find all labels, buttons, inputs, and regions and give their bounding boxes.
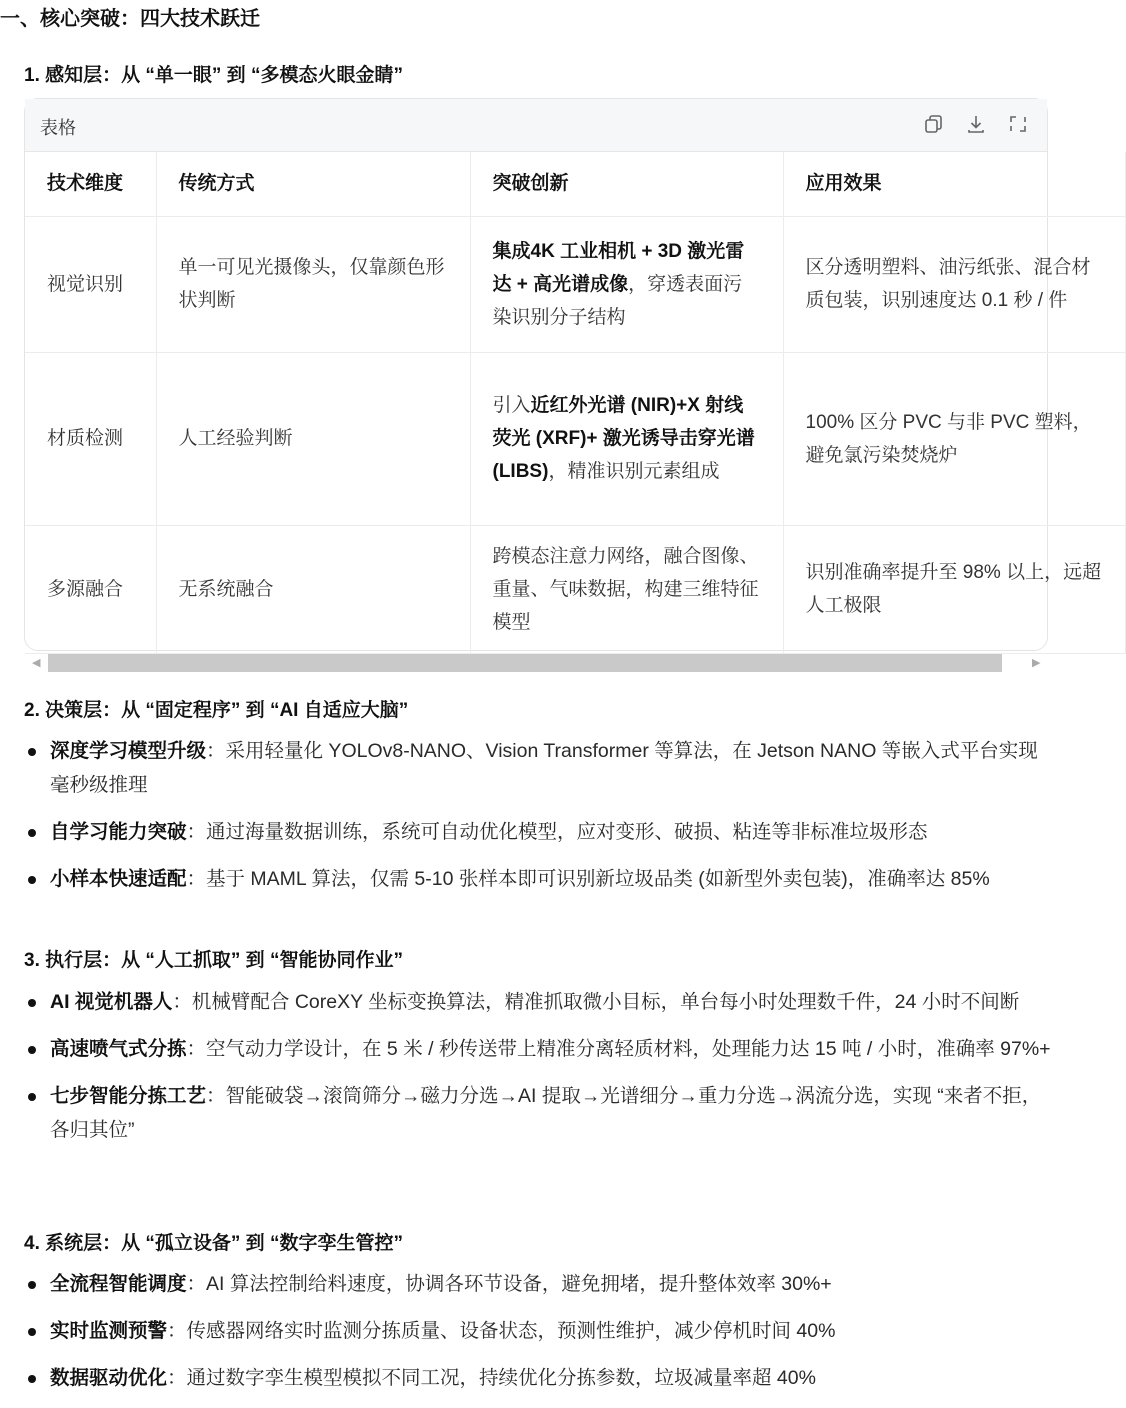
list-item-text: ：基于 MAML 算法，仅需 5-10 张样本即可识别新垃圾品类 (如新型外卖包装)，准确率达 85% [186,868,990,890]
table-row [25,352,1125,525]
cell-dimension: 视觉识别 [25,216,156,352]
table-horizontal-scrollbar[interactable] [24,652,1048,674]
table-header-row [25,152,1125,216]
list-item-text: ：AI 算法控制给料速度，协调各环节设备，避免拥堵，提升整体效率 30%+ [186,1273,832,1295]
list-item-title: AI 视觉机器人 [50,991,173,1013]
list-item [24,862,1054,896]
list-item [24,1361,1054,1395]
column-header: 传统方式 [156,152,470,216]
list-item-text: ：通过数字孪生模型模拟不同工况，持续优化分拣参数，垃圾减量率超 40% [167,1367,816,1389]
list-item-title: 小样本快速适配 [50,868,187,890]
perception-table-card [24,98,1102,651]
list-item [24,1079,1054,1147]
cell-innovation-text: ，精准识别元素组成 [548,461,720,482]
cell-innovation-text: ，穿透表面污染识别分子结构 [492,273,743,328]
table-label: 表格 [40,118,76,138]
cell-innovation [470,216,783,352]
system-list [24,1267,1054,1408]
cell-dimension: 多源融合 [25,525,156,653]
table-row [25,216,1125,352]
column-header: 应用效果 [783,152,1125,216]
list-item-title: 高速喷气式分拣 [50,1038,187,1060]
perception-table [25,152,1126,654]
cell-innovation: 跨模态注意力网络，融合图像、重量、气味数据，构建三维特征模型 [470,525,783,653]
list-item [24,1314,1054,1348]
execution-list [24,985,1054,1160]
cell-innovation-strong: 集成4K 工业相机 + 3D 激光雷达 + 高光谱成像 [492,240,745,295]
list-item-title: 七步智能分拣工艺 [50,1085,207,1107]
list-item [24,1267,1054,1301]
scroll-thumb[interactable] [48,654,1002,672]
list-item [24,815,1054,849]
list-item-title: 自学习能力突破 [50,821,187,843]
system-heading: 4. 系统层：从 “孤立设备” 到 “数字孪生管控” [24,1233,403,1254]
list-item-text: ：空气动力学设计，在 5 米 / 秒传送带上精准分离轻质材料，处理能力达 15 吨 / 小时，准确率 97%+ [186,1038,1051,1060]
cell-dimension: 材质检测 [25,352,156,525]
list-item-text: ：采用轻量化 YOLOv8-NANO、Vision Transformer 等算法，在 Jetson NANO 等嵌入式平台实现毫秒级推理 [50,740,1038,796]
perception-heading: 1. 感知层：从 “单一眼” 到 “多模态火眼金睛” [24,65,403,86]
list-item [24,734,1054,802]
list-item-title: 全流程智能调度 [50,1273,187,1295]
cell-innovation-strong: 近红外光谱 (NIR)+X 射线荧光 (XRF)+ 激光诱导击穿光谱 (LIBS) [492,395,755,482]
list-item [24,1032,1054,1066]
section-title: 一、核心突破：四大技术跃迁 [0,8,260,30]
download-icon[interactable] [965,113,987,135]
cell-traditional: 单一可见光摄像头，仅靠颜色形状判断 [156,216,470,352]
expand-icon[interactable] [1007,113,1029,135]
list-item-text: ：智能破袋→滚筒筛分→磁力分选→AI 提取→光谱细分→重力分选→涡流分选，实现 “来者不拒，各归其位” [50,1085,1042,1141]
cell-innovation [470,352,783,525]
list-item-text: ：通过海量数据训练，系统可自动优化模型，应对变形、破损、粘连等非标准垃圾形态 [186,821,928,843]
list-item [24,985,1054,1019]
table-row [25,525,1125,653]
list-item-title: 数据驱动优化 [50,1367,168,1389]
cell-effect: 区分透明塑料、油污纸张、混合材质包装，识别速度达 0.1 秒 / 件 [783,216,1125,352]
cell-effect: 100% 区分 PVC 与非 PVC 塑料，避免氯污染焚烧炉 [783,352,1125,525]
decision-heading: 2. 决策层：从 “固定程序” 到 “AI 自适应大脑” [24,700,409,721]
list-item-title: 深度学习模型升级 [50,740,207,762]
column-header: 技术维度 [25,152,156,216]
list-item-text: ：机械臂配合 CoreXY 坐标变换算法，精准抓取微小目标，单台每小时处理数千件，24 小时不间断 [172,991,1020,1013]
cell-traditional: 人工经验判断 [156,352,470,525]
table-header-bar [25,99,1047,152]
cell-traditional: 无系统融合 [156,525,470,653]
execution-heading: 3. 执行层：从 “人工抓取” 到 “智能协同作业” [24,950,403,971]
list-item-title: 实时监测预警 [50,1320,168,1342]
copy-icon[interactable] [923,113,945,135]
list-item-text: ：传感器网络实时监测分拣质量、设备状态，预测性维护，减少停机时间 40% [167,1320,836,1342]
cell-effect: 识别准确率提升至 98% 以上，远超人工极限 [783,525,1125,653]
scroll-left-icon[interactable]: ◀ [32,657,41,669]
scroll-right-icon[interactable]: ▶ [1032,657,1041,669]
decision-list [24,734,1054,909]
cell-innovation-prefix: 引入 [492,395,531,416]
column-header: 突破创新 [470,152,783,216]
